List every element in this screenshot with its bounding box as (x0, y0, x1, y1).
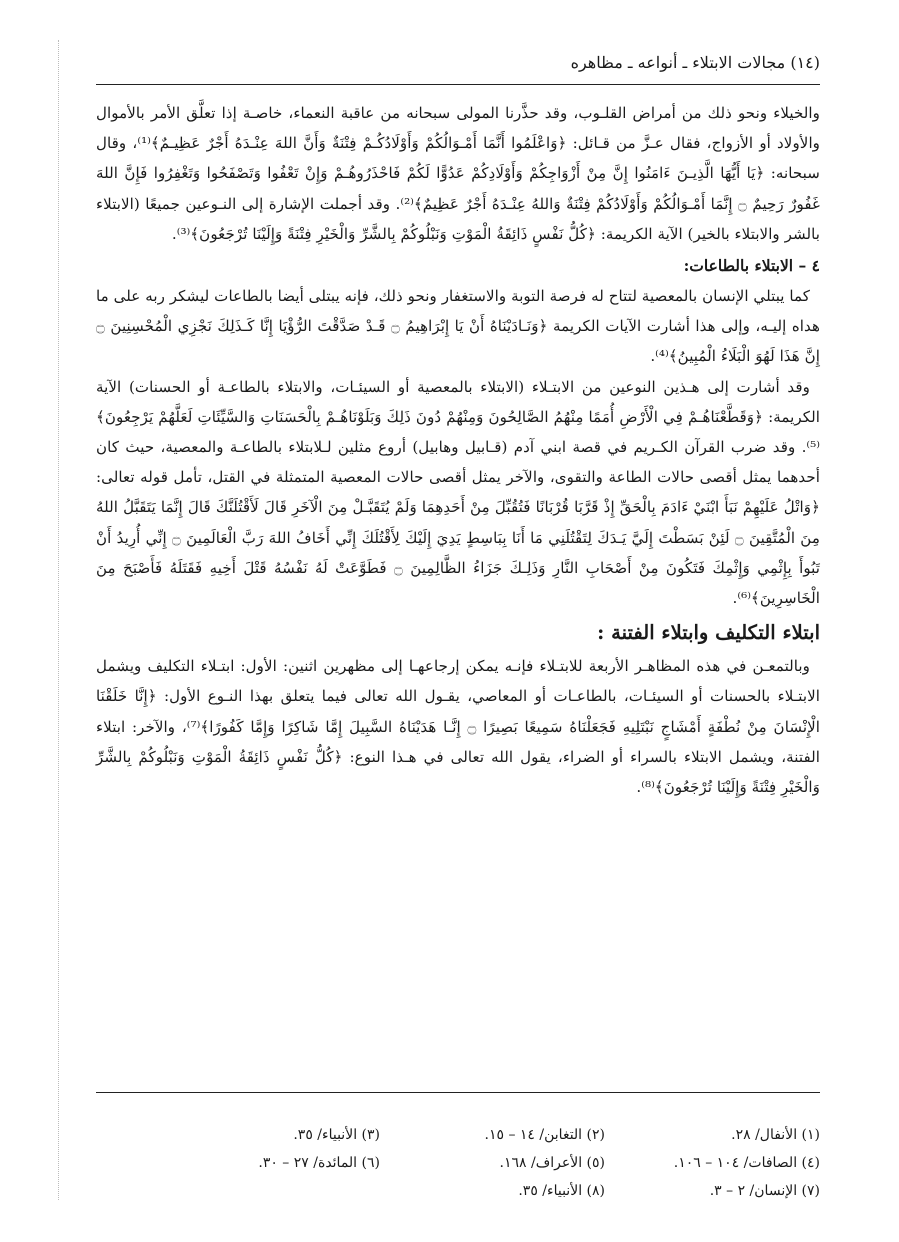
footnote: (٨) الأنبياء/ ٣٥. (518, 1183, 605, 1199)
footnote: (٥) الأعراف/ ١٦٨. (499, 1155, 605, 1171)
running-header: (١٤) مجالات الابتلاء ـ أنواعه ـ مظاهره (570, 53, 820, 72)
footnote-rule (96, 1092, 820, 1093)
margin-dotted-rule (58, 40, 69, 1200)
footnote: (٣) الأنبياء/ ٣٥. (293, 1127, 380, 1143)
book-page (96, 40, 820, 1220)
subheading-obedience-trial: ٤ – الابتلاء بالطاعات: (683, 256, 820, 276)
paragraph-2: كما يبتلي الإنسان بالمعصية لتتاح له فرصة التوبة والاستغفار ونحو ذلك، فإنه يبتلى أيضا بالطاعات ليشكر ربه على ما هداه إليـه، وإلى هذا أشارت الآيات الكريمة ﴿وَنَـادَيْنَاهُ أَنْ يَا إِبْرَاهِيمُ ۝ قَـدْ صَدَّقْتَ الرُّؤْيَا إِنَّا كَـذَلِكَ نَجْزِي الْمُحْسِنِينَ ۝ إِنَّ هَذَا لَهُوَ الْبَلَاءُ الْمُبِينُ﴾⁽⁴⁾. (96, 287, 820, 366)
paragraph-3: وقد أشارت إلى هـذين النوعين من الابتـلاء (الابتلاء بالمعصية أو السيئـات، والابتلاء بالطاعـة أو الحسنات) الآية الكريمة: ﴿وَقَطَّعْنَاهُـمْ فِي الْأَرْضِ أُمَمًا مِنْهُمُ الصَّالِحُونَ وَمِنْهُمْ دُونَ ذَلِكَ وَبَلَوْنَاهُـمْ بِالْحَسَنَاتِ وَالسَّيِّئَاتِ لَعَلَّهُمْ يَرْجِعُونَ﴾⁽⁵⁾. وقد ضرب القرآن الكـريم في قصة ابني آدم (قـابيل وهابيل) أروع مثلين لـلابتلاء بالطاعـة والمعصية، حيث كان أحدهما يمثل أقصى حالات الطاعة والتقوى، والآخر يمثل أقصى حالات المعصية المتمثلة في القتل، تأمل قوله تعالى: ﴿وَاتْلُ عَلَيْهِمْ نَبَأَ ابْنَيْ ءَادَمَ بِالْحَقِّ إِذْ قَرَّبَا قُرْبَانًا فَتُقُبِّلَ مِنْ أَحَدِهِمَا وَلَمْ يُتَقَبَّـلْ مِنَ الْآخَرِ قَالَ لَأَقْتُلَنَّكَ قَالَ إِنَّمَا يَتَقَبَّلُ اللهُ مِنَ الْمُتَّقِينَ ۝ لَئِنْ بَسَطْتَ إِلَيَّ يَـدَكَ لِتَقْتُلَنِي مَا أَنَا بِبَاسِطٍ يَدِيَ إِلَيْكَ لِأَقْتُلَكَ إِنِّي أَخَافُ اللهَ رَبَّ الْعَالَمِينَ ۝ إِنِّي أُرِيدُ أَنْ تَبُوأَ بِإِثْمِي وَإِثْمِكَ فَتَكُونَ مِنْ أَصْحَابِ النَّارِ وَذَلِـكَ جَزَاءُ الظَّالِمِينَ ۝ فَطَوَّعَتْ لَهُ نَفْسُهُ قَتْلَ أَخِيهِ فَقَتَلَهُ فَأَصْبَحَ مِنَ الْخَاسِرِينَ﴾⁽⁶⁾. (96, 377, 821, 608)
page-body (96, 98, 820, 802)
paragraph-4: وبالتمعـن في هذه المظاهـر الأربعة للابتـلاء فإنـه يمكن إرجاعهـا إلى مظهرين اثنين: الأول: ابتـلاء التكليف ويشمل الابتـلاء بالحسنات أو السيئـات، بالطاعـات أو المعاصي، يقـول الله تعالى فيما يتعلق بهذا النـوع الأول: ﴿إِنَّا خَلَقْنَا الْإِنْسَانَ مِنْ نُطْفَةٍ أَمْشَاجٍ نَبْتَلِيهِ فَجَعَلْنَاهُ سَمِيعًا بَصِيرًا ۝ إِنَّـا هَدَيْنَاهُ السَّبِيلَ إِمَّا شَاكِرًا وَإِمَّا كَفُورًا﴾⁽⁷⁾، والآخر: ابتلاء الفتنة، ويشمل الابتلاء بالسراء أو الضراء، يقول الله تعالى في هـذا النوع: ﴿كُلُّ نَفْسٍ ذَائِقَةُ الْمَوْتِ وَنَبْلُوكُمْ بِالشَّرِّ وَالْخَيْرِ فِتْنَةً وَإِلَيْنَا تُرْجَعُونَ﴾⁽⁸⁾. (96, 657, 820, 797)
footnote-row (96, 1149, 820, 1177)
footnote: (١) الأنفال/ ٢٨. (731, 1127, 820, 1143)
footnotes (96, 1121, 820, 1205)
footnote: (٤) الصافات/ ١٠٤ – ١٠٦. (673, 1155, 820, 1171)
header-rule (96, 84, 820, 85)
section-heading: ابتلاء التكليف وابتلاء الفتنة : (597, 621, 820, 645)
footnote: (٢) التغابن/ ١٤ – ١٥. (484, 1127, 605, 1143)
footnote (180, 1177, 380, 1205)
footnote-row (96, 1121, 820, 1149)
footnote: (٧) الإنسان/ ٢ – ٣. (709, 1183, 820, 1199)
footnote: (٦) المائدة/ ٢٧ – ٣٠. (258, 1155, 380, 1171)
paragraph-1: والخيلاء ونحو ذلك من أمراض القلـوب، وقد حذَّرنا المولى سبحانه من عاقبة النعماء، خاصـة إذا تعلَّق الأمر بالأموال والأولاد أو الأزواج، فقال عـزَّ من قـائل: ﴿وَاعْلَمُوا أَنَّمَا أَمْـوَالُكُمْ وَأَوْلَادُكُـمْ فِتْنَةٌ وَأَنَّ اللهَ عِنْـدَهُ أَجْرٌ عَظِيـمٌ﴾⁽¹⁾، وقال سبحانه: ﴿يَا أَيُّهَا الَّذِيـنَ ءَامَنُوا إِنَّ مِنْ أَزْوَاجِكُمْ وَأَوْلَادِكُمْ عَدُوًّا لَكُمْ فَاحْذَرُوهُـمْ وَإِنْ تَعْفُوا وَتَصْفَحُوا وَتَغْفِرُوا فَإِنَّ اللهَ غَفُورٌ رَحِيمٌ ۝ إِنَّمَا أَمْـوَالُكُمْ وَأَوْلَادُكُمْ فِتْنَةٌ وَاللهُ عِنْـدَهُ أَجْرٌ عَظِيمٌ﴾⁽²⁾. وقد أجملت الإشارة إلى النـوعين جميعًا (الابتلاء بالشر والابتلاء بالخير) الآية الكريمة: ﴿كُلُّ نَفْسٍ ذَائِقَةُ الْمَوْتِ وَنَبْلُوكُمْ بِالشَّرِّ وَالْخَيْرِ فِتْنَةً وَإِلَيْنَا تُرْجَعُونَ﴾⁽³⁾. (96, 104, 820, 243)
footnote-row (96, 1177, 820, 1205)
